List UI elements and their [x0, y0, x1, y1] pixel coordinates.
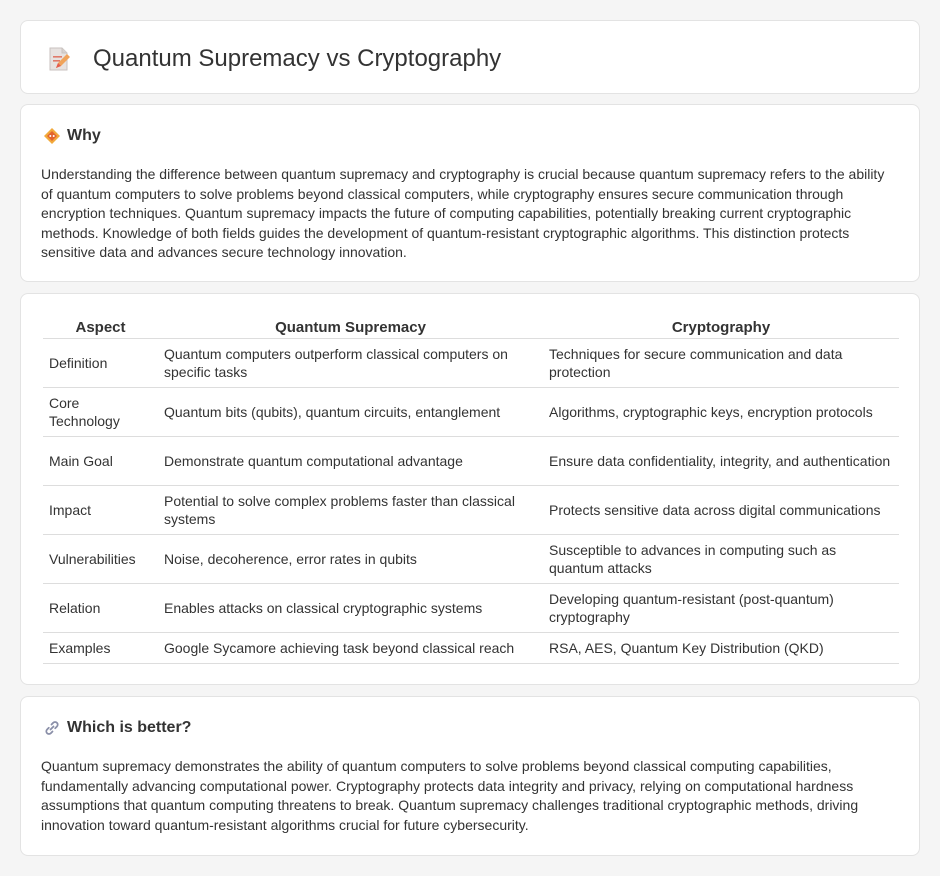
comparison-section [20, 293, 920, 685]
header-cryptography: Cryptography [543, 316, 899, 338]
cell-quantum-supremacy: Enables attacks on classical cryptographic systems [158, 583, 543, 632]
which-is-better-section [20, 696, 920, 856]
cell-quantum-supremacy: Potential to solve complex problems faster than classical systems [158, 485, 543, 534]
document-pencil-icon [47, 46, 71, 72]
table-row [43, 583, 899, 632]
cell-aspect: Main Goal [43, 436, 158, 485]
why-text: Understanding the difference between quantum supremacy and cryptography is crucial because quantum supremacy refers to the ability of quantum computers to solve problems beyond classical computers, while cryptography ensures secure communication through encryption techniques. Quantum supremacy impacts the future of computing capabilities, potentially breaking current cryptographic methods. Knowledge of both fields guides the development of quantum-resistant cryptographic algorithms. This distinction protects sensitive data and advances secure technology innovation. [41, 166, 885, 261]
table-row [43, 632, 899, 663]
why-title: Why [67, 127, 101, 144]
cell-quantum-supremacy: Demonstrate quantum computational advantage [158, 436, 543, 485]
cell-cryptography: Techniques for secure communication and data protection [543, 338, 899, 387]
cell-cryptography: Protects sensitive data across digital communications [543, 485, 899, 534]
cell-aspect: Impact [43, 485, 158, 534]
cell-quantum-supremacy: Noise, decoherence, error rates in qubits [158, 534, 543, 583]
cell-quantum-supremacy: Google Sycamore achieving task beyond classical reach [158, 632, 543, 663]
table-row [43, 436, 899, 485]
table-row [43, 485, 899, 534]
why-section [20, 104, 920, 282]
cell-cryptography: RSA, AES, Quantum Key Distribution (QKD) [543, 632, 899, 663]
comparison-table [43, 316, 899, 664]
header-card [20, 20, 920, 94]
cell-quantum-supremacy: Quantum computers outperform classical computers on specific tasks [158, 338, 543, 387]
cell-aspect: Definition [43, 338, 158, 387]
table-header-row [43, 316, 899, 338]
cell-cryptography: Ensure data confidentiality, integrity, and authentication [543, 436, 899, 485]
better-title: Which is better? [67, 719, 192, 736]
better-text: Quantum supremacy demonstrates the ability of quantum computers to solve problems beyond classical computing capabilities, fundamentally advancing computational power. Cryptography protects data integrity and privacy, relying on computational hardness assumptions that quantum computing threatens to break. Quantum supremacy challenges traditional cryptographic methods, driving innovation toward quantum-resistant algorithms crucial for future cybersecurity. [41, 758, 859, 833]
cell-aspect: Relation [43, 583, 158, 632]
table-row [43, 387, 899, 436]
cell-cryptography: Susceptible to advances in computing such as quantum attacks [543, 534, 899, 583]
why-heading [43, 127, 101, 145]
cell-aspect: Vulnerabilities [43, 534, 158, 583]
table-row [43, 534, 899, 583]
link-icon [43, 719, 61, 737]
diamond-icon [43, 127, 61, 145]
cell-cryptography: Algorithms, cryptographic keys, encryption protocols [543, 387, 899, 436]
cell-aspect: Core Technology [43, 387, 158, 436]
better-heading [43, 719, 191, 737]
cell-aspect: Examples [43, 632, 158, 663]
cell-quantum-supremacy: Quantum bits (qubits), quantum circuits, entanglement [158, 387, 543, 436]
header-quantum-supremacy: Quantum Supremacy [158, 316, 543, 338]
header-aspect: Aspect [43, 316, 158, 338]
table-row [43, 338, 899, 387]
cell-cryptography: Developing quantum-resistant (post-quantum) cryptography [543, 583, 899, 632]
page-title: Quantum Supremacy vs Cryptography [93, 45, 502, 72]
